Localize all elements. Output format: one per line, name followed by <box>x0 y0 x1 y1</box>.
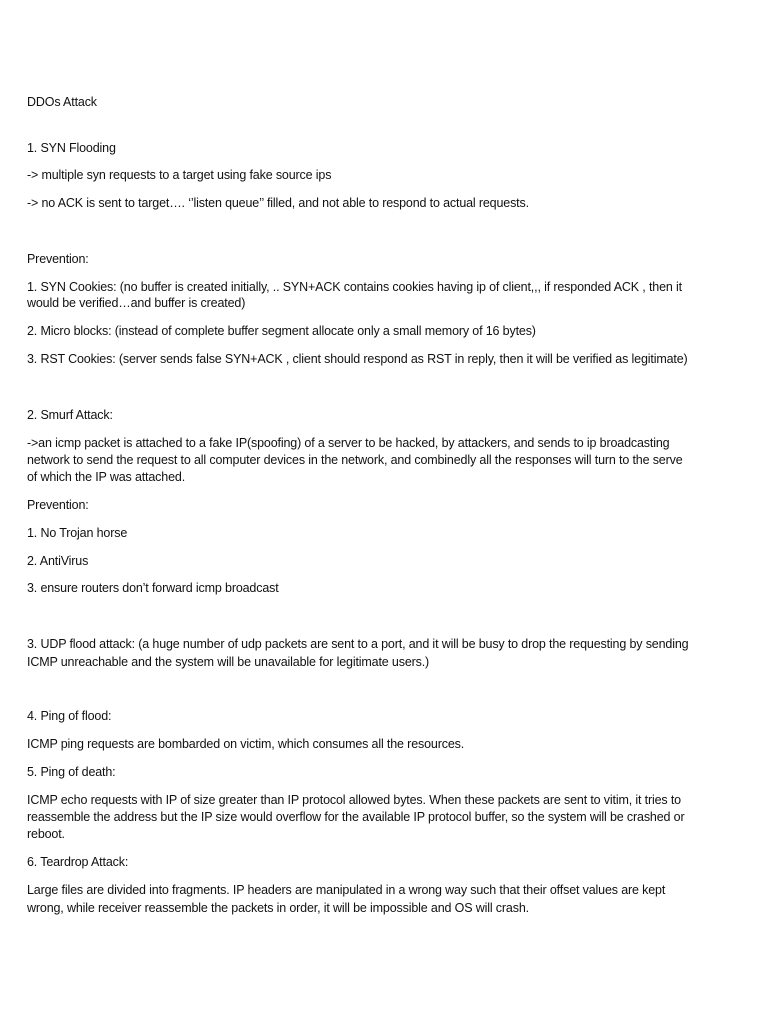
udp-flood-line-2: ICMP unreachable and the system will be unavailable for legitimate users.) <box>27 655 430 669</box>
syn-prevention-item-2: 2. Micro blocks: (instead of complete buffer segment allocate only a small memory of 16 bytes) <box>27 324 536 338</box>
teardrop-heading: 6. Teardrop Attack: <box>27 855 129 869</box>
syn-flooding-point-1: -> multiple syn requests to a target using fake source ips <box>27 168 332 182</box>
smurf-attack-line-3: of which the IP was attached. <box>27 470 186 484</box>
document-title: DDOs Attack <box>27 95 97 109</box>
syn-prevention-heading: Prevention: <box>27 252 89 266</box>
syn-flooding-heading: 1. SYN Flooding <box>27 141 116 155</box>
syn-prevention-item-1-line-2: would be verified…and buffer is created) <box>27 296 246 310</box>
ping-death-line-1: ICMP echo requests with IP of size greater than IP protocol allowed bytes. When these packets are sent to vitim, it tries to <box>27 793 681 807</box>
smurf-attack-line-2: network to send the request to all computer devices in the network, and combinedly all the responses will turn to the serve <box>27 453 683 467</box>
syn-prevention-item-3: 3. RST Cookies: (server sends false SYN+ACK , client should respond as RST in reply, then it will be verified as legitimate) <box>27 352 688 366</box>
syn-prevention-item-1-line-1: 1. SYN Cookies: (no buffer is created initially, .. SYN+ACK contains cookies having ip of client,,, if responded ACK , then it <box>27 280 682 294</box>
teardrop-line-1: Large files are divided into fragments. IP headers are manipulated in a wrong way such that their offset values are kept <box>27 883 666 897</box>
smurf-attack-line-1: ->an icmp packet is attached to a fake IP(spoofing) of a server to be hacked, by attackers, and sends to ip broadcasting <box>27 436 670 450</box>
ping-death-line-3: reboot. <box>27 827 65 841</box>
syn-flooding-point-2: -> no ACK is sent to target…. ‘’listen queue’’ filled, and not able to respond to actual requests. <box>27 196 529 210</box>
ping-flood-heading: 4. Ping of flood: <box>27 709 112 723</box>
smurf-prevention-item-1: 1. No Trojan horse <box>27 526 128 540</box>
ping-death-line-2: reassemble the address but the IP size would overflow for the available IP protocol buffer, so the system will be crashed or <box>27 810 685 824</box>
teardrop-line-2: wrong, while receiver reassemble the packets in order, it will be impossible and OS will crash. <box>27 901 529 915</box>
smurf-prevention-item-2: 2. AntiVirus <box>27 554 89 568</box>
smurf-attack-heading: 2. Smurf Attack: <box>27 408 113 422</box>
smurf-prevention-item-3: 3. ensure routers don’t forward icmp broadcast <box>27 581 279 595</box>
udp-flood-line-1: 3. UDP flood attack: (a huge number of udp packets are sent to a port, and it will be busy to drop the requesting by sending <box>27 637 689 651</box>
ping-death-heading: 5. Ping of death: <box>27 765 116 779</box>
ping-flood-text: ICMP ping requests are bombarded on victim, which consumes all the resources. <box>27 737 465 751</box>
smurf-prevention-heading: Prevention: <box>27 498 89 512</box>
